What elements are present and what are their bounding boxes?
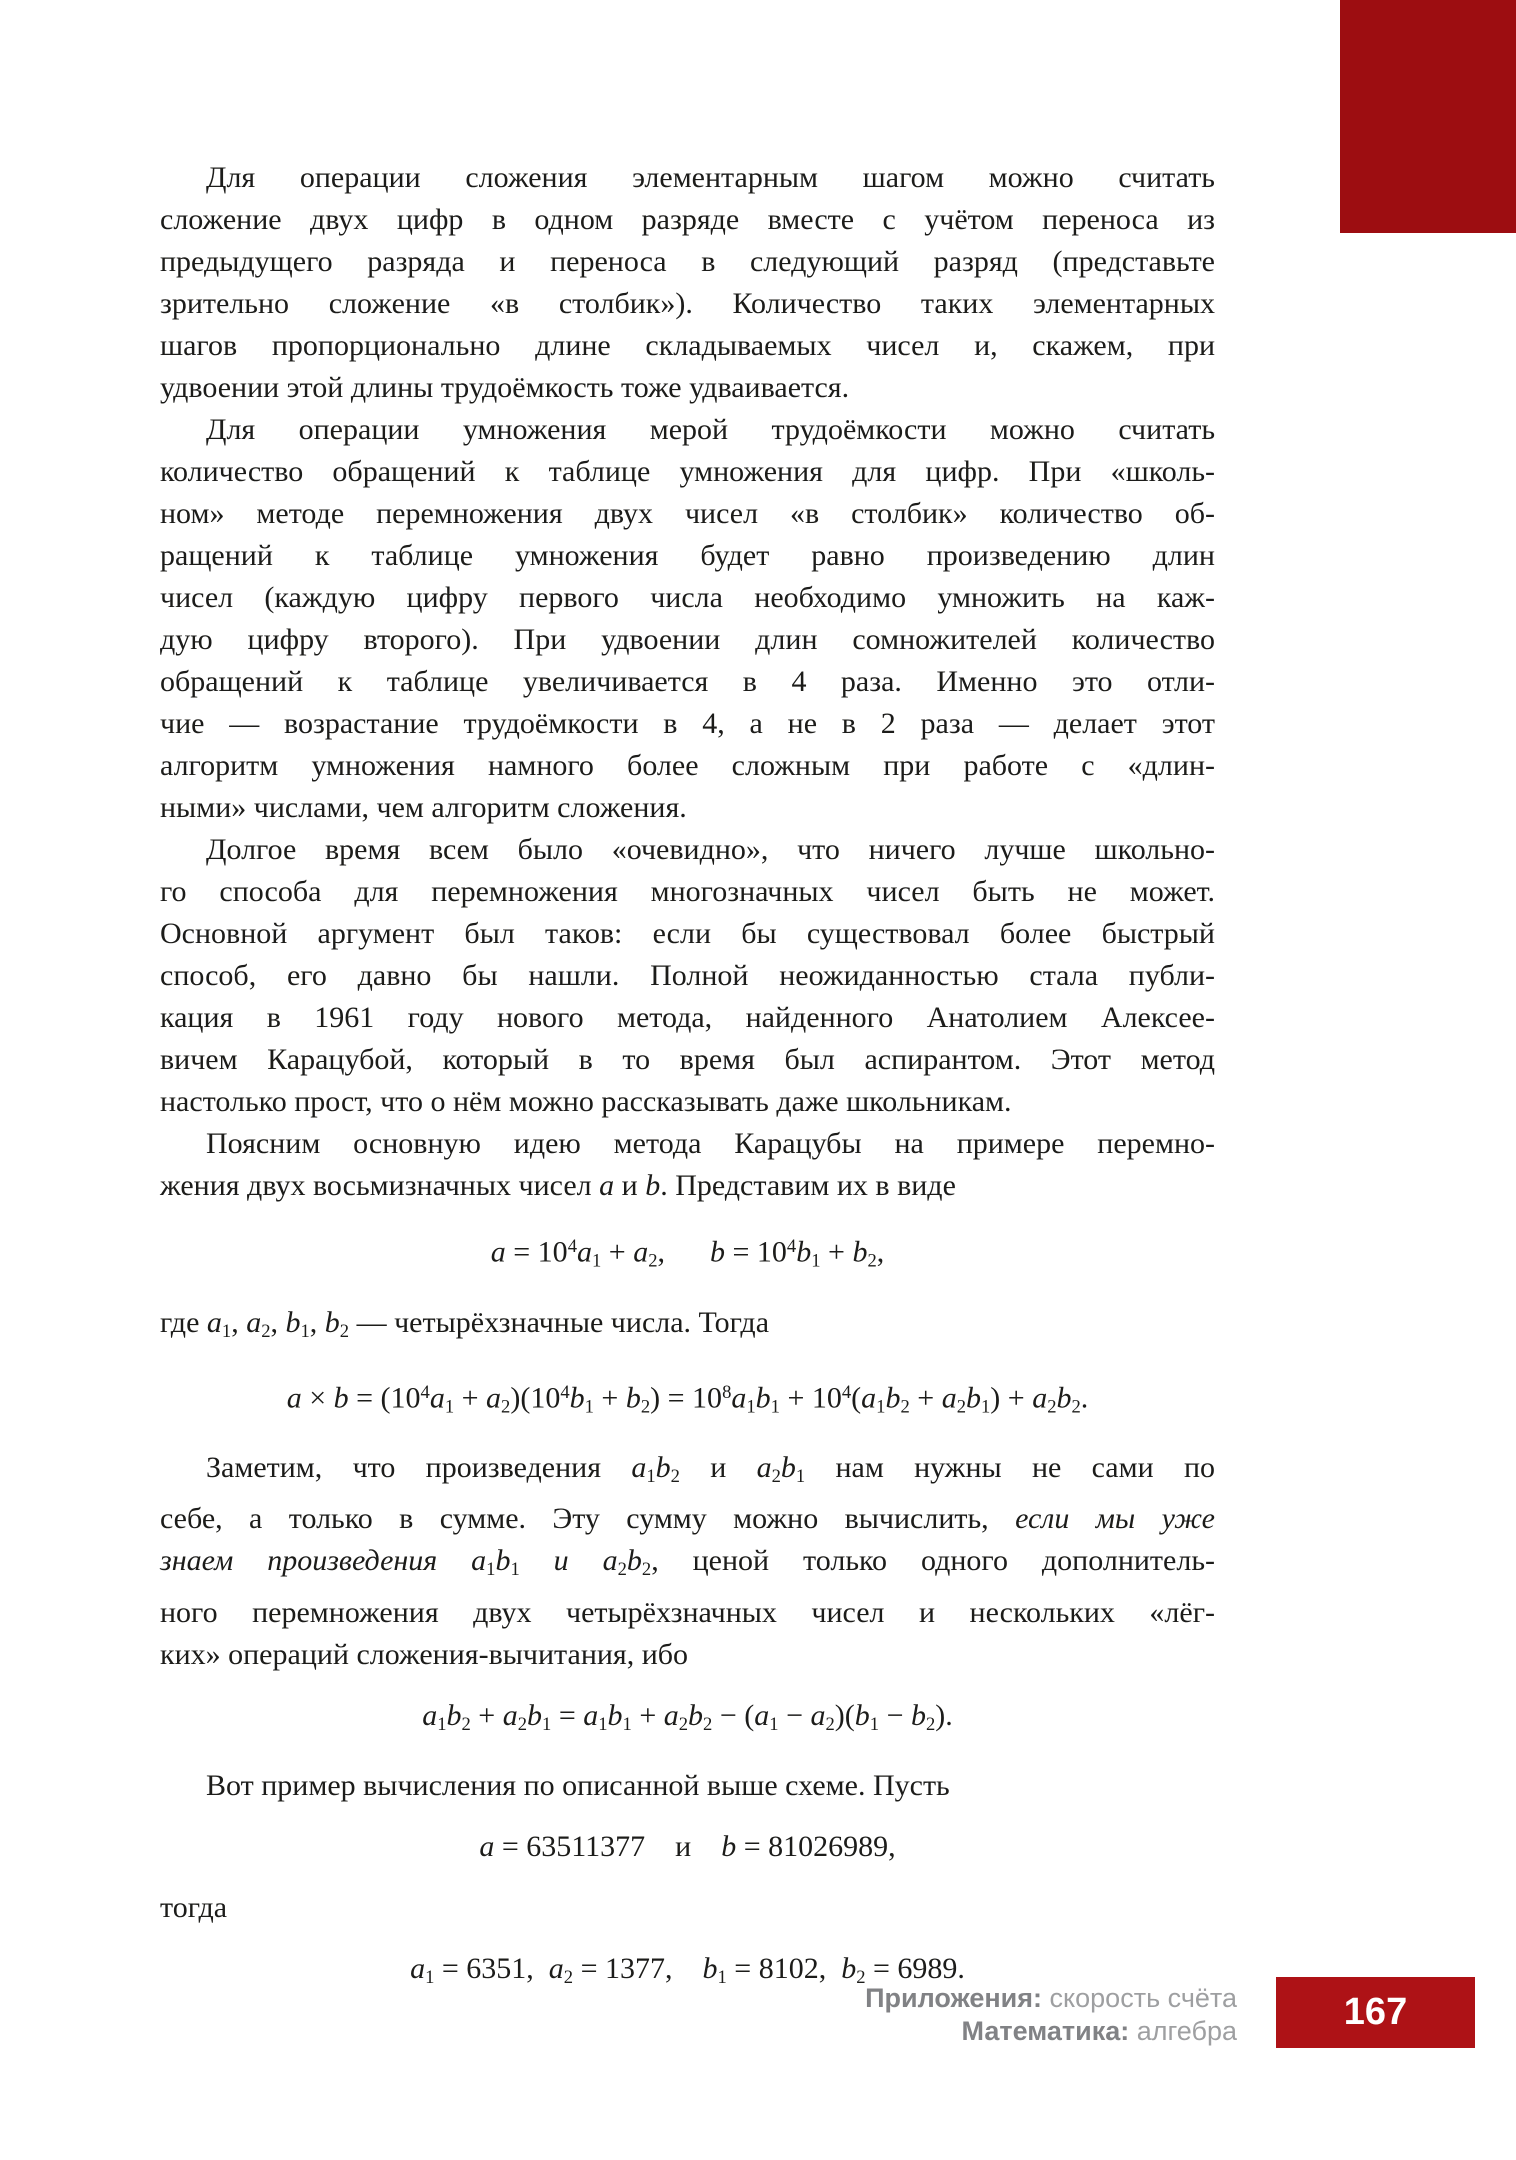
body-text-line: кация в 1961 году нового метода, найденного Анатолием Алексее- [160,1001,1215,1034]
body-text-line: ного перемножения двух четырёхзначных чисел и нескольких «лёг- [160,1595,1215,1629]
body-text-line: где $a_1$, $a_2$, $b_1$, $b_2$ — четырёхзначные числа. Тогда [160,1305,770,1342]
body-text-line: го способа для перемножения многозначных чисел быть не может. [160,875,1215,908]
math-formula: $a_1 = 6351$, $a_2 = 1377$, $b_1 = 8102$, $b_2 = 6989$. [410,1951,965,1989]
body-text-line: чисел (каждую цифру первого числа необходимо умножить на каж- [160,581,1215,614]
body-text-line: ными» числами, чем алгоритм сложения. [160,791,687,824]
body-text-line: обращений к таблице увеличивается в 4 раза. Именно это отли- [160,665,1215,698]
body-text-line: дую цифру второго). При удвоении длин сомножителей количество [160,623,1215,656]
body-text-line: жения двух восьмизначных чисел a и b. Представим их в виде [160,1169,956,1202]
body-text-line: шагов пропорционально длине складываемых чисел и, скажем, при [160,329,1215,362]
body-text-line: сложение двух цифр в одном разряде вместе с учётом переноса из [160,203,1215,236]
body-text-line: Заметим, что произведения $a_1b_2$ и $a_2b_1$ нам нужны не сами по [206,1451,1216,1488]
corner-accent-block [1340,0,1516,233]
body-text-line: предыдущего разряда и переноса в следующий разряд (представьте [160,245,1215,278]
body-text-line: настолько прост, что о нём можно рассказывать даже школьникам. [160,1085,1012,1118]
body-text-line: тогда [160,1890,228,1924]
math-formula: $a = 10^4a_1 + a_2$, $b = 10^4b_1 + b_2$, [490,1235,885,1272]
page-number-badge: 167 [1276,1977,1475,2048]
math-formula: $a_1b_2 + a_2b_1 = a_1b_1 + a_2b_2 - (a_1 - a_2)(b_1 - b_2)$. [422,1698,953,1735]
footer-line-appendix [865,1982,1237,2015]
body-text-line: Для операции умножения мерой трудоёмкости можно считать [206,413,1215,446]
body-text-line: ном» методе перемножения двух чисел «в столбик» количество об- [160,497,1215,530]
body-text-line: удвоении этой длины трудоёмкость тоже удваивается. [160,371,850,404]
footer-label-appendix: Приложения: [865,1983,1043,2013]
body-text-line: Вот пример вычисления по описанной выше схеме. Пусть [206,1768,950,1802]
body-text-line: Поясним основную идею метода Карацубы на примере перемно- [206,1127,1215,1160]
body-text-line: Основной аргумент был таков: если бы существовал более быстрый [160,917,1215,950]
footer-value-appendix: скорость счёта [1042,1983,1237,2013]
body-text-line: вичем Карацубой, который в то время был аспирантом. Этот метод [160,1043,1215,1076]
body-text-line: Долгое время всем было «очевидно», что ничего лучше школьно- [206,833,1215,866]
body-text-line: алгоритм умножения намного более сложным при работе с «длин- [160,749,1215,782]
footer-line-subject [865,2015,1237,2048]
body-text-line: себе, а только в сумме. Эту сумму можно вычислить, если мы уже [160,1502,1215,1536]
footer-label-subject: Математика: [961,2016,1130,2046]
body-text-line: зрительно сложение «в столбик»). Количество таких элементарных [160,287,1215,320]
math-formula: a = 63511377 и b = 81026989, [479,1829,896,1863]
body-text-line: Для операции сложения элементарным шагом можно считать [206,161,1215,194]
body-text-line: способ, его давно бы нашли. Полной неожиданностью стала публи- [160,959,1215,992]
body-text-line: чие — возрастание трудоёмкости в 4, а не в 2 раза — делает этот [160,707,1215,740]
footer-value-subject: алгебра [1129,2016,1237,2046]
body-text-line: ращений к таблице умножения будет равно произведению длин [160,539,1215,572]
footer-caption [865,1982,1237,2048]
body-text-line: количество обращений к таблице умножения для цифр. При «школь- [160,455,1215,488]
body-text-line: знаем произведения $a_1b_1$ и $a_2b_2$, ценой только одного дополнитель- [160,1544,1215,1581]
math-formula: $a \times b = (10^4a_1 + a_2)(10^4b_1 + b_2) = 10^8a_1b_1 + 10^4(a_1b_2 + a_2b_1) + a_2b_2$. [286,1381,1089,1418]
text-column [160,157,1215,2018]
body-text-line: ких» операций сложения-вычитания, ибо [160,1637,689,1671]
